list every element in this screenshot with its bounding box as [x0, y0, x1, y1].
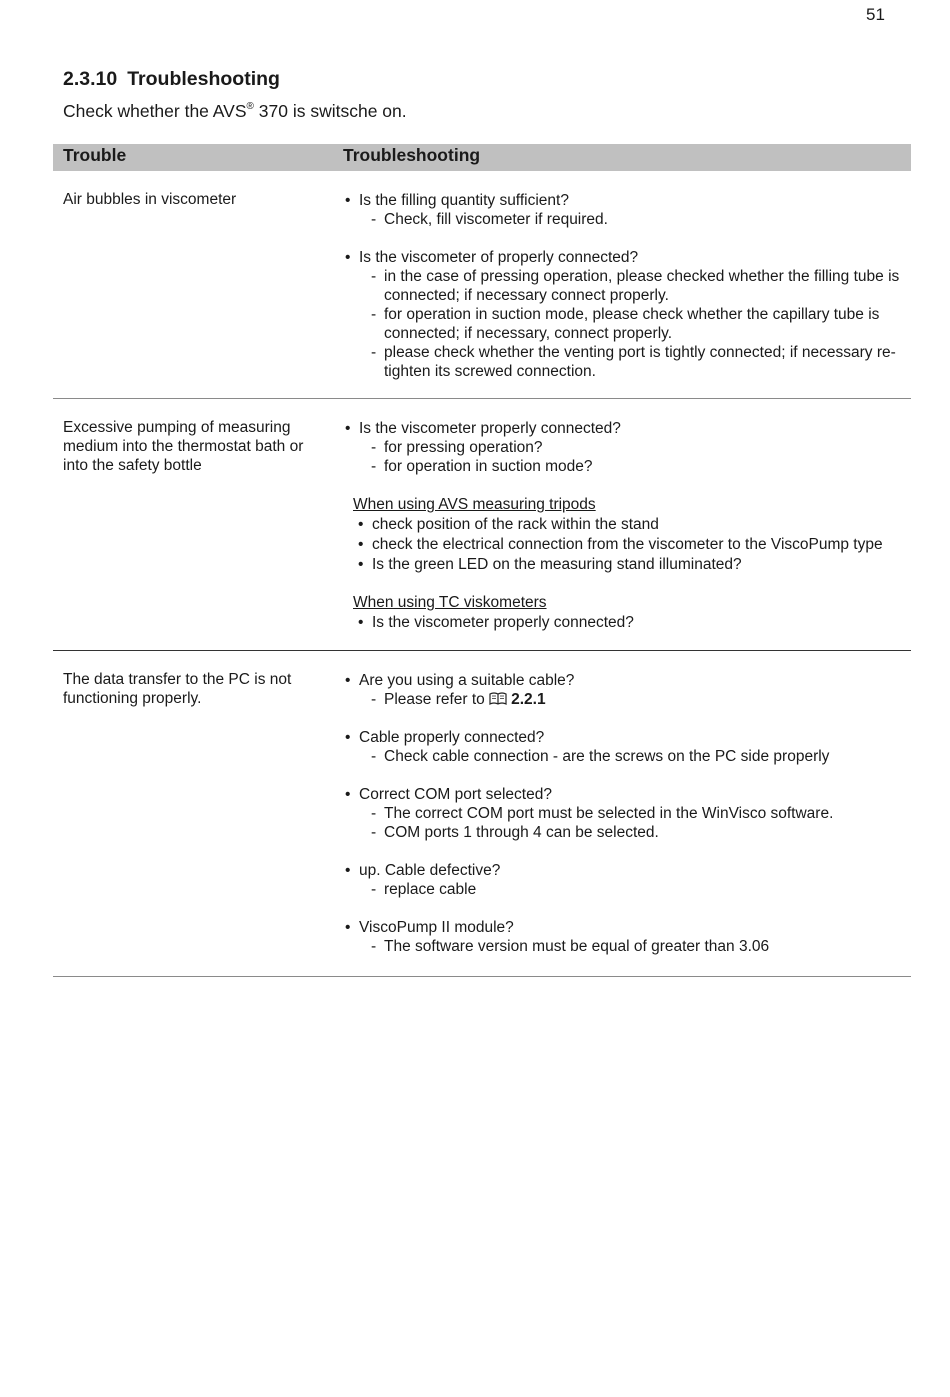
table-header [53, 144, 911, 171]
section-heading [63, 68, 280, 91]
list-item: • Is the green LED on the measuring stand illuminated? [343, 555, 911, 574]
trouble-cell: Excessive pumping of measuring medium into the thermostat bath or into the safety bottle [63, 419, 304, 474]
list-item: • Is the viscometer properly connected? [343, 613, 911, 632]
sub-item: - for operation in suction mode, please check whether the capillary tube is connected; if necessary, connect properly. [371, 306, 880, 342]
sub-item: - COM ports 1 through 4 can be selected. [371, 824, 659, 841]
subsection-heading: When using AVS measuring tripods [353, 496, 596, 513]
list-item: • Is the filling quantity sufficient? [343, 191, 911, 210]
troubleshooting-table [53, 144, 911, 977]
list-item: • Cable properly connected? [343, 728, 911, 747]
table-row [53, 651, 911, 977]
intro-text: Check whether the AVS® 370 is switsche on. [63, 101, 407, 121]
sub-item: - The software version must be equal of greater than 3.06 [371, 938, 770, 955]
sub-item: - Check, fill viscometer if required. [371, 211, 608, 228]
section-number: 2.3.10 [63, 68, 118, 90]
list-item: • ViscoPump II module? [343, 918, 911, 937]
trouble-cell: Air bubbles in viscometer [63, 191, 237, 208]
table-row [53, 171, 911, 399]
sub-item: - please check whether the venting port is tightly connected; if necessary re-tighten its screwed connection. [371, 344, 896, 380]
sub-item: - The correct COM port must be selected in the WinVisco software. [371, 805, 834, 822]
sub-item: - Please refer to 2.2.1 [371, 691, 546, 708]
sub-item: - replace cable [371, 881, 477, 898]
sub-item: - for operation in suction mode? [371, 458, 593, 475]
subsection-heading: When using TC viskometers [353, 594, 547, 611]
list-item: • Are you using a suitable cable? [343, 671, 911, 690]
list-item: • check the electrical connection from the viscometer to the ViscoPump type [343, 535, 911, 554]
registered-mark: ® [246, 101, 254, 112]
list-item: • check position of the rack within the stand [343, 515, 911, 534]
list-item: • up. Cable defective? [343, 861, 911, 880]
list-item: • Is the viscometer properly connected? [343, 419, 911, 438]
sub-item: - in the case of pressing operation, please checked whether the filling tube is connected; if necessary connect properly. [371, 268, 900, 304]
book-icon [489, 692, 507, 705]
table-row [53, 399, 911, 651]
header-troubleshooting: Troubleshooting [343, 145, 481, 165]
section-reference: 2.2.1 [511, 691, 546, 708]
sub-item: - Check cable connection - are the screws on the PC side properly [371, 748, 830, 765]
list-item: • Is the viscometer of properly connected? [343, 248, 911, 267]
trouble-cell: The data transfer to the PC is not functioning properly. [63, 671, 292, 707]
list-item: • Correct COM port selected? [343, 785, 911, 804]
header-trouble: Trouble [63, 145, 127, 165]
sub-item: - for pressing operation? [371, 439, 543, 456]
page-number: 51 [866, 5, 885, 24]
section-title: Troubleshooting [127, 68, 280, 90]
